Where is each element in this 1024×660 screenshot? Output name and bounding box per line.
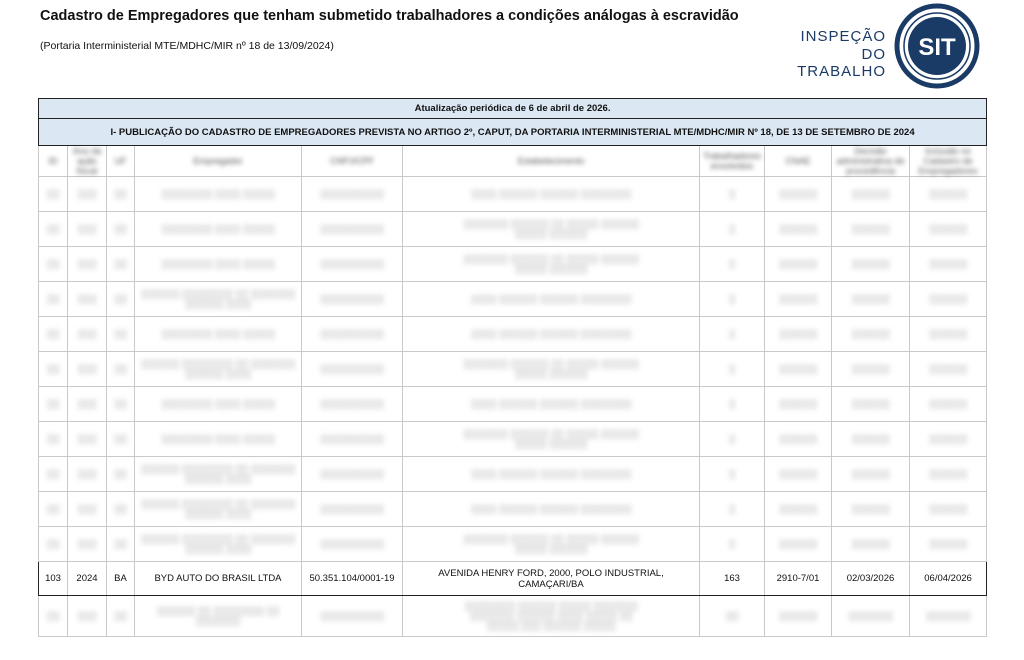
page-subtitle: (Portaria Interministerial MTE/MDHC/MIR nº 18 de 13/09/2024) — [40, 40, 334, 52]
sit-logo — [776, 0, 986, 90]
logo-line-2: DO TRABALHO — [797, 46, 886, 80]
col-header: Ano da ação fiscal — [68, 146, 107, 177]
table-row-redacted: ░░ ░░░ ░░ ░░░░░░ ░░░░░░░░ ░░ ░░░░░░░ ░░░░░░ ░░░░ ░░░░░░░░░░ ░░░░░░░ ░░░░░░ ░░ ░░░░░ ░░░░░░ ░░░░░ ░░░░░░ ░ ░░░░░░ ░░░░░░ ░░░░░░ — [39, 527, 987, 562]
table-row-redacted: ░░ ░░░ ░░ ░░░░░░ ░░░░░░░░ ░░ ░░░░░░░ ░░░░░░ ░░░░ ░░░░░░░░░░ ░░░░░░░ ░░░░░░ ░░ ░░░░░ ░░░░░░ ░░░░░ ░░░░░░ ░ ░░░░░░ ░░░░░░ ░░░░░░ — [39, 352, 987, 387]
table-row-redacted: ░░ ░░░ ░░ ░░░░░░░░ ░░░░ ░░░░░ ░░░░░░░░░░ ░░░░ ░░░░░░ ░░░░░░ ░░░░░░░░ ░ ░░░░░░ ░░░░░░ ░░░░░░ — [39, 387, 987, 422]
cell-establishment: AVENIDA HENRY FORD, 2000, POLO INDUSTRIAL, CAMAÇARI/BA — [403, 562, 700, 596]
col-header: Trabalhadores envolvidos — [700, 146, 765, 177]
col-header: Decisão administrativa de procedência — [832, 146, 910, 177]
update-line: Atualização periódica de 6 de abril de 2026. — [39, 99, 987, 119]
cell-id: 103 — [39, 562, 68, 596]
table-row-redacted: ░░ ░░░ ░░ ░░░░░░░░ ░░░░ ░░░░░ ░░░░░░░░░░ ░░░░░░░ ░░░░░░ ░░ ░░░░░ ░░░░░░ ░░░░░ ░░░░░░ ░ ░░░░░░ ░░░░░░ ░░░░░░ — [39, 247, 987, 282]
cell-workers: 163 — [700, 562, 765, 596]
col-header: CNAE — [765, 146, 832, 177]
sit-emblem-icon — [892, 2, 982, 92]
table-row-redacted: ░░ ░░░ ░░ ░░░░░░ ░░ ░░░░░░░░ ░░ ░░░░░░░ ░░░░░░░░░░ ░░░░░░░░ ░░░░░░ ░░░░░ ░░░░░░░ ░░░░░░░ ░░░░░░ ░░░░ ░░░░░ ░░ ░░░░░ ░░░ ░░░░░░ ░░░░░ ░░ ░░░░░░ ░░░░░░░ ░░░░░░░ — [39, 596, 987, 637]
col-header: Inclusão no Cadastro de Empregadores — [910, 146, 987, 177]
col-header: ID — [39, 146, 68, 177]
table-row-redacted: ░░ ░░░ ░░ ░░░░░░ ░░░░░░░░ ░░ ░░░░░░░ ░░░░░░ ░░░░ ░░░░░░░░░░ ░░░░ ░░░░░░ ░░░░░░ ░░░░░░░░ ░ ░░░░░░ ░░░░░░ ░░░░░░ — [39, 282, 987, 317]
cell-inclusion-date: 06/04/2026 — [910, 562, 987, 596]
cell-year: 2024 — [68, 562, 107, 596]
col-header: UF — [107, 146, 135, 177]
column-headers — [39, 146, 987, 177]
logo-line-1: INSPEÇÃO — [800, 28, 886, 45]
publication-line: I- PUBLICAÇÃO DO CADASTRO DE EMPREGADORES PREVISTA NO ARTIGO 2º, CAPUT, DA PORTARIA INTERMINISTERIAL MTE/MDHC/MIR Nº 18, DE 13 DE SETEMBRO DE 2024 — [39, 119, 987, 146]
table-row-redacted: ░░ ░░░ ░░ ░░░░░░░░ ░░░░ ░░░░░ ░░░░░░░░░░ ░░░░ ░░░░░░ ░░░░░░ ░░░░░░░░ ░ ░░░░░░ ░░░░░░ ░░░░░░ — [39, 177, 987, 212]
table-row-redacted: ░░ ░░░ ░░ ░░░░░░░░ ░░░░ ░░░░░ ░░░░░░░░░░ ░░░░░░░ ░░░░░░ ░░ ░░░░░ ░░░░░░ ░░░░░ ░░░░░░ ░ ░░░░░░ ░░░░░░ ░░░░░░ — [39, 422, 987, 457]
table-row-redacted: ░░ ░░░ ░░ ░░░░░░░░ ░░░░ ░░░░░ ░░░░░░░░░░ ░░░░░░░ ░░░░░░ ░░ ░░░░░ ░░░░░░ ░░░░░ ░░░░░░ ░ ░░░░░░ ░░░░░░ ░░░░░░ — [39, 212, 987, 247]
table-row-redacted: ░░ ░░░ ░░ ░░░░░░ ░░░░░░░░ ░░ ░░░░░░░ ░░░░░░ ░░░░ ░░░░░░░░░░ ░░░░ ░░░░░░ ░░░░░░ ░░░░░░░░ ░ ░░░░░░ ░░░░░░ ░░░░░░ — [39, 492, 987, 527]
table-row-highlighted — [39, 562, 987, 596]
col-header: Empregador — [135, 146, 302, 177]
logo-mark: SIT — [918, 34, 956, 61]
employers-table — [38, 98, 986, 637]
cell-decision-date: 02/03/2026 — [832, 562, 910, 596]
table-row-redacted: ░░ ░░░ ░░ ░░░░░░ ░░░░░░░░ ░░ ░░░░░░░ ░░░░░░ ░░░░ ░░░░░░░░░░ ░░░░ ░░░░░░ ░░░░░░ ░░░░░░░░ ░ ░░░░░░ ░░░░░░ ░░░░░░ — [39, 457, 987, 492]
cell-cnae: 2910-7/01 — [765, 562, 832, 596]
table-row-redacted: ░░ ░░░ ░░ ░░░░░░░░ ░░░░ ░░░░░ ░░░░░░░░░░ ░░░░ ░░░░░░ ░░░░░░ ░░░░░░░░ ░ ░░░░░░ ░░░░░░ ░░░░░░ — [39, 317, 987, 352]
cell-employer: BYD AUTO DO BRASIL LTDA — [135, 562, 302, 596]
col-header: Estabelecimento — [403, 146, 700, 177]
page-title: Cadastro de Empregadores que tenham submetido trabalhadores a condições análogas à escravidão — [40, 8, 739, 24]
cell-cnpj: 50.351.104/0001-19 — [302, 562, 403, 596]
cell-uf: BA — [107, 562, 135, 596]
col-header: CNPJ/CPF — [302, 146, 403, 177]
